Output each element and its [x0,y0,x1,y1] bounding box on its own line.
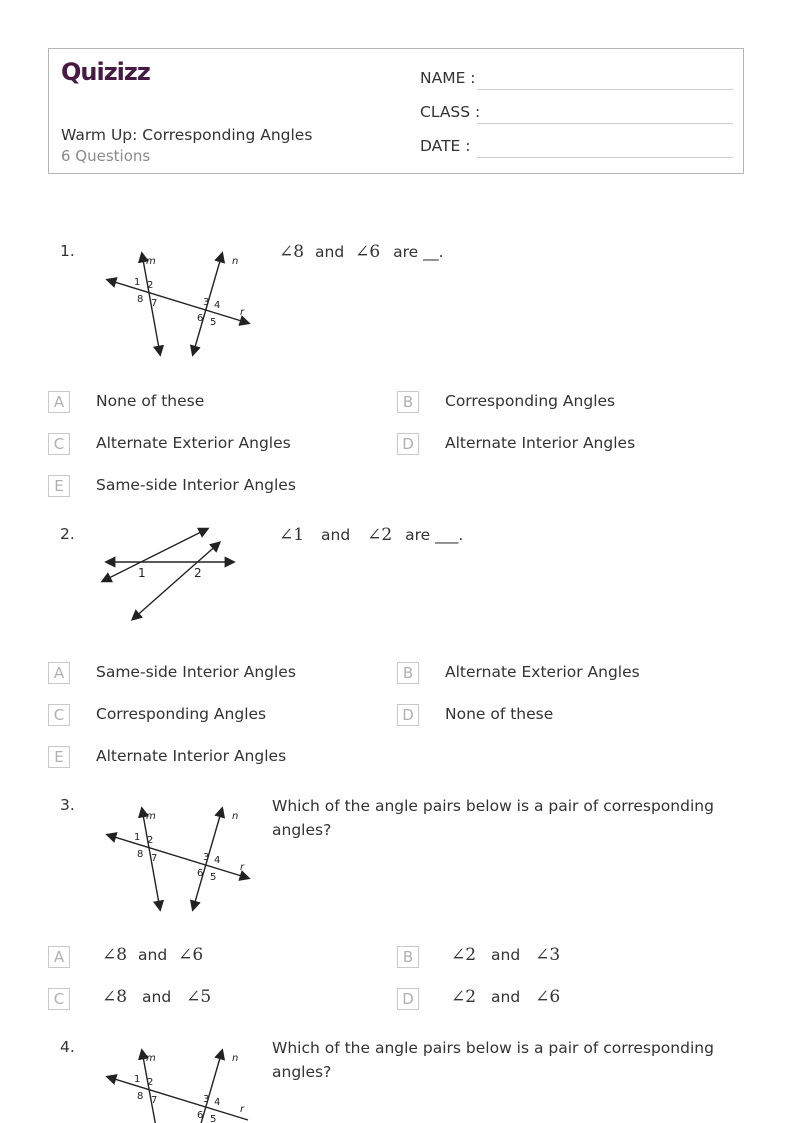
parallel-lines-figure [100,250,260,360]
angle-label: 1 [138,566,146,580]
option-text[interactable]: ∠2 and ∠3 [451,945,561,965]
quizizz-logo: Quizizz [61,58,150,86]
angle-label: 3 [203,297,210,308]
angle-label: 1 [134,277,141,288]
angle-label: 1 [134,832,141,843]
question-count: 6 Questions [61,147,151,165]
option-letter[interactable]: B [397,946,419,968]
label-m: m [146,1053,156,1064]
angle-label: 6 [197,1110,204,1121]
angle-label: 4 [214,300,221,311]
label-r: r [240,307,245,318]
question-number: 4. [60,1038,75,1056]
question-text: ∠8 and ∠6 are __. [279,242,444,262]
angle-label: 2 [147,280,154,291]
question-text: Which of the angle pairs below is a pair of corresponding angles? [272,1039,714,1081]
option-text[interactable]: ∠8 and ∠5 [102,987,212,1007]
angle-label: 7 [151,1095,158,1106]
label-m: m [146,811,156,822]
date-label: DATE : [420,137,471,155]
option-letter[interactable]: A [48,946,70,968]
option-text[interactable]: Same-side Interior Angles [96,663,296,681]
angle-label: 5 [210,872,217,883]
transversal-r [108,1077,248,1120]
option-text[interactable]: Corresponding Angles [96,705,267,723]
question-number: 3. [60,796,75,814]
angle-label: 8 [137,294,144,305]
option-text[interactable]: None of these [445,705,554,723]
option-text[interactable]: ∠8 and ∠6 [102,945,204,965]
angle-label: 8 [137,849,144,860]
angle-label: 2 [147,835,154,846]
option-letter[interactable]: B [397,391,419,413]
class-field[interactable] [477,123,733,124]
option-letter[interactable]: A [48,391,70,413]
parallel-lines-figure [100,805,260,915]
angle-label: 3 [203,1094,210,1105]
parallel-line-2 [133,543,219,619]
option-letter[interactable]: C [48,988,70,1010]
angle-label: 3 [203,852,210,863]
question-number: 1. [60,242,75,260]
option-letter[interactable]: A [48,662,70,684]
option-letter[interactable]: E [48,746,70,768]
date-field[interactable] [477,157,733,158]
angle-label: 5 [210,1114,217,1123]
label-m: m [146,256,156,267]
angle-label: 2 [194,566,202,580]
transversal-r [108,280,248,323]
label-n: n [232,1053,239,1064]
question-text: Which of the angle pairs below is a pair of corresponding angles? [272,797,714,839]
option-letter[interactable]: D [397,988,419,1010]
label-n: n [232,811,239,822]
angle-label: 2 [147,1077,154,1088]
question-number: 2. [60,525,75,543]
option-letter[interactable]: D [397,704,419,726]
option-text[interactable]: None of these [96,392,205,410]
parallel-line-1 [103,529,207,581]
angle-label: 8 [137,1091,144,1102]
option-text[interactable]: Alternate Interior Angles [445,434,636,452]
option-letter[interactable]: B [397,662,419,684]
label-n: n [232,256,239,267]
angle-label: 7 [151,853,158,864]
angle-label: 5 [210,317,217,328]
option-letter[interactable]: C [48,704,70,726]
option-letter[interactable]: D [397,433,419,455]
angle-label: 4 [214,855,221,866]
two-parallel-transversal-figure [97,525,242,623]
class-label: CLASS : [420,103,481,121]
worksheet-header [48,48,744,174]
option-text[interactable]: ∠2 and ∠6 [451,987,561,1007]
label-r: r [240,1104,245,1115]
label-r: r [240,862,245,873]
question-text: ∠1 and ∠2 are ___. [279,525,464,545]
worksheet-title: Warm Up: Corresponding Angles [61,126,313,144]
angle-label: 4 [214,1097,221,1108]
option-letter[interactable]: C [48,433,70,455]
option-text[interactable]: Corresponding Angles [445,392,616,410]
angle-label: 7 [151,298,158,309]
name-field[interactable] [477,89,733,90]
angle-label: 6 [197,313,204,324]
transversal-r [108,835,248,878]
option-text[interactable]: Alternate Exterior Angles [96,434,291,452]
option-letter[interactable]: E [48,475,70,497]
option-text[interactable]: Same-side Interior Angles [96,476,296,494]
parallel-lines-figure [100,1047,260,1123]
angle-label: 6 [197,868,204,879]
option-text[interactable]: Alternate Exterior Angles [445,663,640,681]
option-text[interactable]: Alternate Interior Angles [96,747,287,765]
name-label: NAME : [420,69,476,87]
angle-label: 1 [134,1074,141,1085]
